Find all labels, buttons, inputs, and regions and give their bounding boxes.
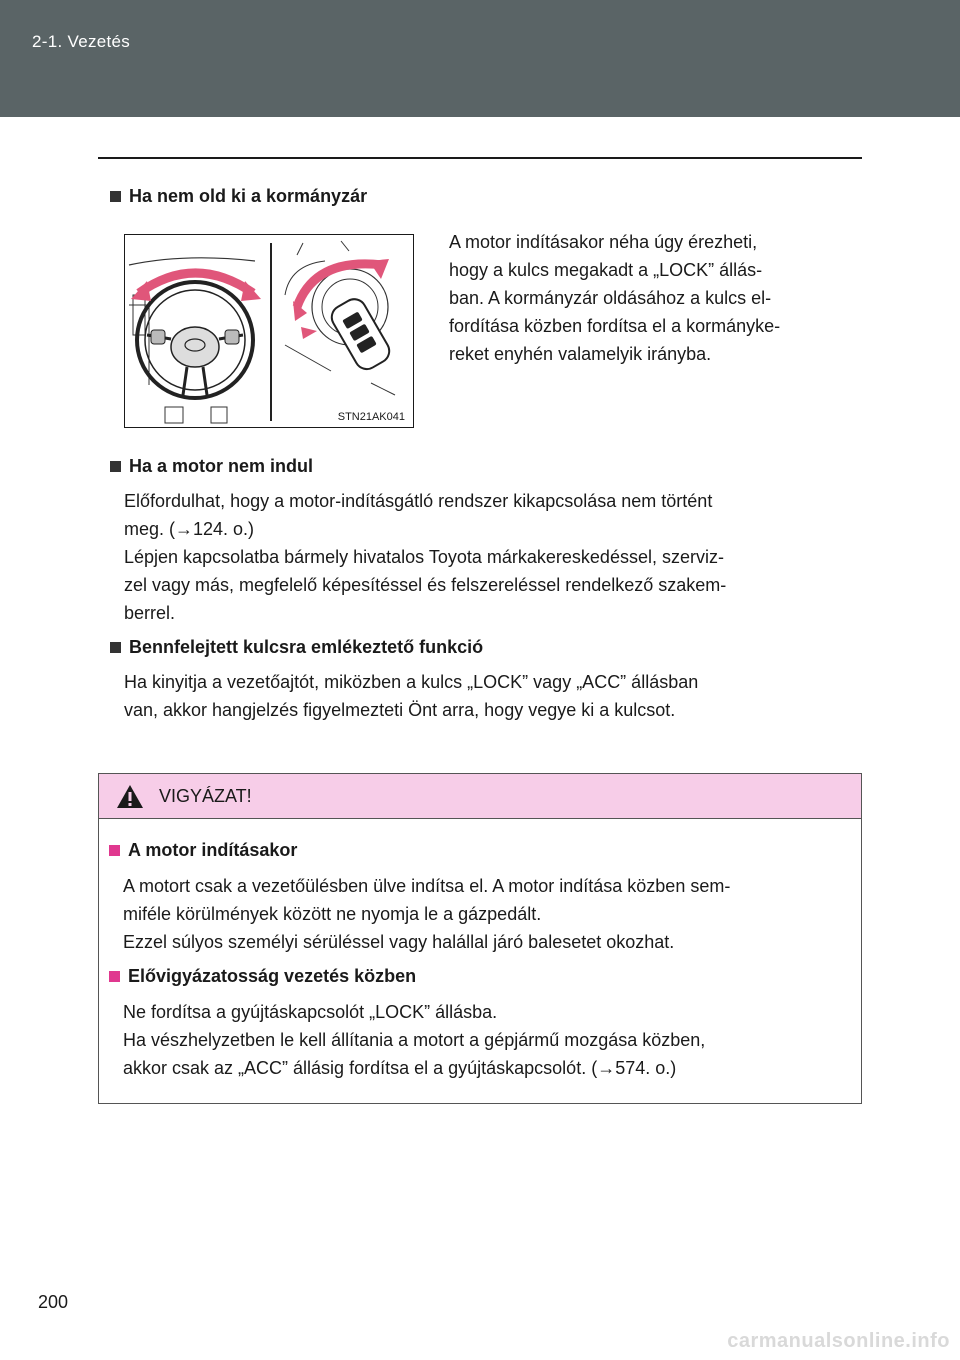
- warning-item-heading: [109, 966, 416, 987]
- section-heading-label: Ha a motor nem indul: [129, 456, 314, 476]
- page-number: 200: [38, 1292, 69, 1312]
- figure-code: STN21AK041: [337, 411, 405, 423]
- section-title: 2-1. Vezetés: [32, 32, 131, 51]
- text-line: van, akkor hangjelzés figyelmezteti Önt arra, hogy vegye ki a kulcsot.: [124, 700, 676, 720]
- text-line: akkor csak az „ACC” állásig fordítsa el a gyújtáskapcsolót. (→574. o.): [123, 1058, 677, 1078]
- warning-item-body: [123, 872, 854, 956]
- text-line: Ezzel súlyos személyi sérüléssel vagy halállal járó balesetet okozhat.: [123, 932, 675, 952]
- text-line: reket enyhén valamelyik irányba.: [449, 344, 712, 364]
- text-line: Előfordulhat, hogy a motor-indításgátló rendszer kikapcsolása nem történt: [124, 491, 713, 511]
- warning-box: [98, 773, 862, 1104]
- engine-not-start-body: [124, 487, 855, 627]
- square-bullet-icon: [109, 845, 120, 856]
- text-line: Ha kinyitja a vezetőajtót, miközben a kulcs „LOCK” vagy „ACC” állásban: [124, 672, 699, 692]
- text-line: meg. (→124. o.): [124, 519, 255, 539]
- top-rule: [98, 157, 862, 159]
- warning-item-label: Elővigyázatosság vezetés közben: [128, 966, 417, 986]
- text-line: A motort csak a vezetőülésben ülve indítsa el. A motor indítása közben sem-: [123, 876, 731, 896]
- square-bullet-icon: [110, 191, 121, 202]
- warning-title: VIGYÁZAT!: [159, 786, 252, 806]
- section-heading-label: Ha nem old ki a kormányzár: [129, 186, 368, 206]
- section-heading-steering-lock: [110, 186, 367, 207]
- warning-item-heading: [109, 840, 297, 861]
- warning-item-body: [123, 998, 854, 1082]
- text-line: A motor indításakor néha úgy érezheti,: [449, 232, 758, 252]
- warning-header: [99, 774, 861, 819]
- steering-lock-illustration: [124, 234, 414, 428]
- watermark-text: carmanualsonline.info: [727, 1330, 950, 1352]
- square-bullet-icon: [110, 642, 121, 653]
- text-line: Ha vészhelyzetben le kell állítania a motort a gépjármű mozgása közben,: [123, 1030, 706, 1050]
- warning-item-label: A motor indításakor: [128, 840, 298, 860]
- key-reminder-body: [124, 668, 855, 724]
- square-bullet-icon: [109, 971, 120, 982]
- text-line: Lépjen kapcsolatba bármely hivatalos Toyota márkakereskedéssel, szerviz-: [124, 547, 724, 567]
- steering-wheel-drawing: [125, 235, 414, 428]
- square-bullet-icon: [110, 461, 121, 472]
- section-heading-key-reminder: [110, 637, 483, 658]
- section-heading-engine-not-start: [110, 456, 313, 477]
- text-line: hogy a kulcs megakadt a „LOCK” állás-: [449, 260, 763, 280]
- text-line: fordítása közben fordítsa el a kormányke-: [449, 316, 781, 336]
- steering-lock-description: [449, 228, 849, 368]
- text-line: berrel.: [124, 603, 176, 623]
- text-line: zel vagy más, megfelelő képesítéssel és felszereléssel rendelkező szakem-: [124, 575, 727, 595]
- text-line: Ne fordítsa a gyújtáskapcsolót „LOCK” állásba.: [123, 1002, 498, 1022]
- page-header: [0, 0, 960, 117]
- section-heading-label: Bennfelejtett kulcsra emlékeztető funkció: [129, 637, 484, 657]
- warning-triangle-icon: [116, 784, 144, 809]
- text-line: miféle körülmények között ne nyomja le a gázpedált.: [123, 904, 542, 924]
- text-line: ban. A kormányzár oldásához a kulcs el-: [449, 288, 772, 308]
